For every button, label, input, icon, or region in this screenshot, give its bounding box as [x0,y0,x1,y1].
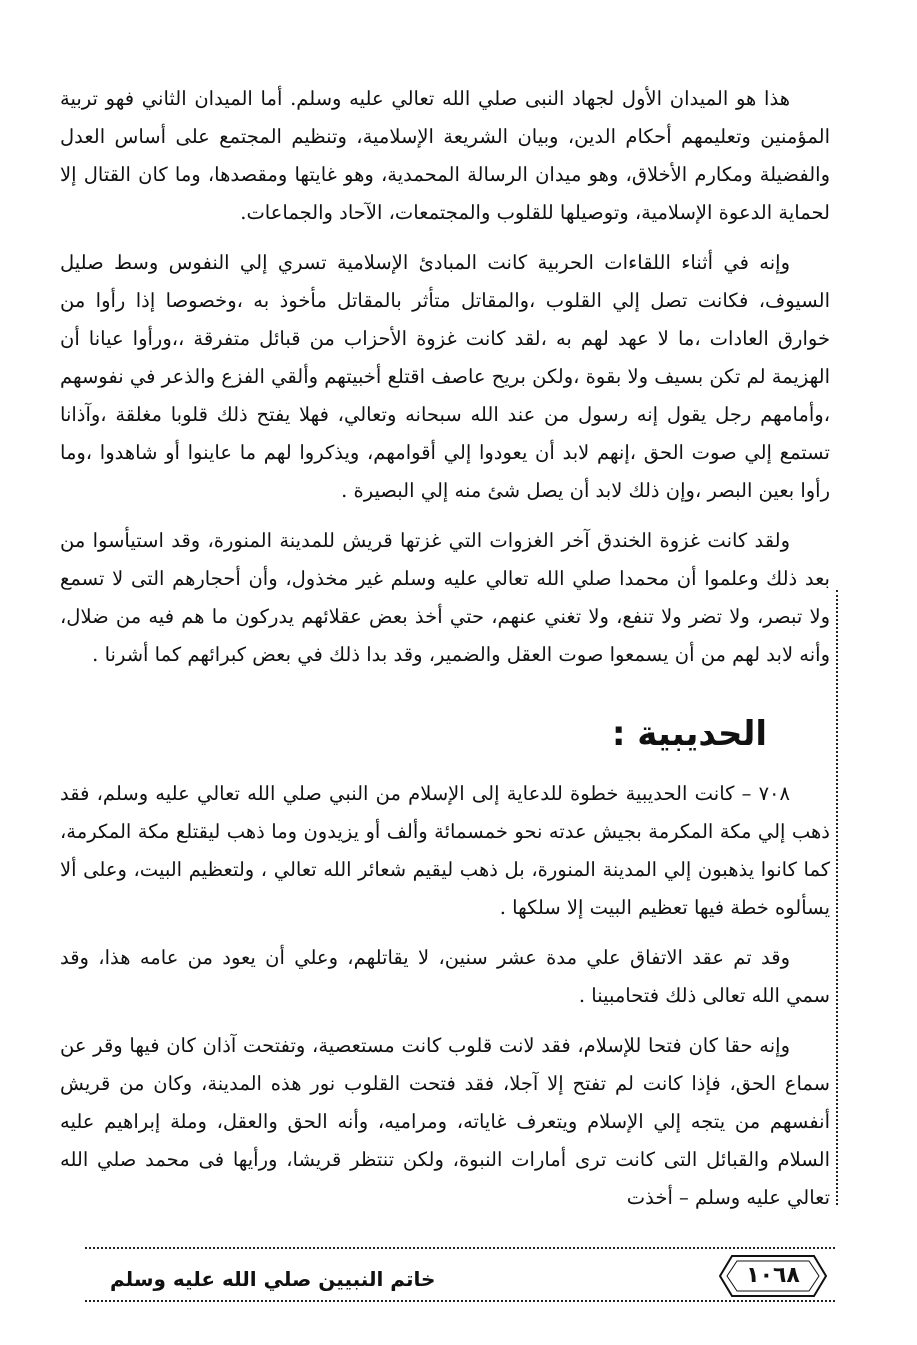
footer-rule-top [85,1247,835,1249]
paragraph-2: وإنه في أثناء اللقاءات الحربية كانت المبادئ الإسلامية تسري إلي النفوس وسط صليل السيوف، فكانت تصل إلي القلوب ،والمقاتل متأثر بالمقاتل مأخوذ به ،وخصوصا إذا رأوا من خوارق العادات ،ما لا عهد لهم به ،لقد كانت غزوة الأحزاب من قبائل متفرقة ،،ورأوا عيانا أن الهزيمة لم تكن بسيف ولا بقوة ،ولكن بريح عاصف اقتلع أخبيتهم وألقي الفزع والذعر في نفوسهم ،وأمامهم رجل يقول إنه رسول من عند الله سبحانه وتعالي، فهلا يفتح ذلك قلوبا مغلقة ،وآذانا تستمع إلي صوت الحق ،إنهم لابد أن يعودوا إلي أقوامهم، ويذكروا لهم ما عاينوا أو شاهدوا ،وما رأوا بعين البصر ،وإن ذلك لابد أن يصل شئ منه إلي البصيرة . [60,251,830,502]
paragraph-6: وإنه حقا كان فتحا للإسلام، فقد لانت قلوب كانت مستعصية، وتفتحت آذان كان فيها وقر عن سماع الحق، فإذا كانت لم تفتح إلا آجلا، فقد فتحت القلوب نور هذه المدينة، وكان من قريش أنفسهم من يتجه إلي الإسلام ويتعرف غاياته، ومراميه، وأنه الحق والعقل، وملة إبراهيم عليه السلام والقبائل التى كانت ترى أمارات النبوة، ولكن تنتظر قريشا، ورأيها فى محمد صلي الله تعالي عليه وسلم – أخذت [60,1034,830,1209]
footer-rule-bottom [85,1300,835,1302]
paragraph-1: هذا هو الميدان الأول لجهاد النبى صلي الله تعالي عليه وسلم. أما الميدان الثاني فهو تربية المؤمنين وتعليمهم أحكام الدين، وبيان الشريعة الإسلامية، وتنظيم المجتمع على أساس العدل والفضيلة ومكارم الأخلاق، وهو ميدان الرسالة المحمدية، وهو غايتها ومقصدها، وما كان القتال إلا لحماية الدعوة الإسلامية، وتوصيلها للقلوب والمجتمعات، الآحاد والجماعات. [60,87,830,224]
paragraph-5: وقد تم عقد الاتفاق علي مدة عشر سنين، لا يقاتلهم، وعلي أن يعود من عامه هذا، وقد سمي الله تعالى ذلك فتحامبينا . [60,946,830,1007]
footer-book-title: خاتم النبيين صلي الله عليه وسلم [110,1267,436,1291]
paragraph-4: ٧٠٨ – كانت الحديبية خطوة للدعاية إلى الإسلام من النبي صلي الله تعالي عليه وسلم، فقد ذهب إلي مكة المكرمة بجيش عدته نحو خمسمائة وألف أو يزيدون وما ذهب ليقتلع مكة المكرمة، كما كانوا يذهبون إلي المدينة المنورة، بل ذهب ليقيم شعائر الله تعالي ، ولتعظيم البيت، وعلى ألا يسألوه خطة فيها تعظيم البيت إلا سلكها . [60,782,830,919]
body-text-top [60,80,830,686]
body-text-bottom [60,775,830,1229]
page-number-badge [718,1254,828,1298]
page-number: ١٠٦٨ [746,1263,800,1288]
section-heading: الحديبية : [611,714,767,754]
margin-dotted-rule [836,590,838,1205]
paragraph-3: ولقد كانت غزوة الخندق آخر الغزوات التي غزتها قريش للمدينة المنورة، وقد استيأسوا من بعد ذلك وعلموا أن محمدا صلي الله تعالي عليه وسلم غير مخذول، وأن أحجارهم التى لا تسمع ولا تبصر، ولا تضر ولا تنفع، ولا تغني عنهم، حتي أخذ بعض عقلائهم يدركون ما هم فيه من ضلال، وأنه لابد لهم من أن يسمعوا صوت العقل والضمير، وقد بدا ذلك في بعض كبرائهم كما أشرنا . [60,529,830,666]
